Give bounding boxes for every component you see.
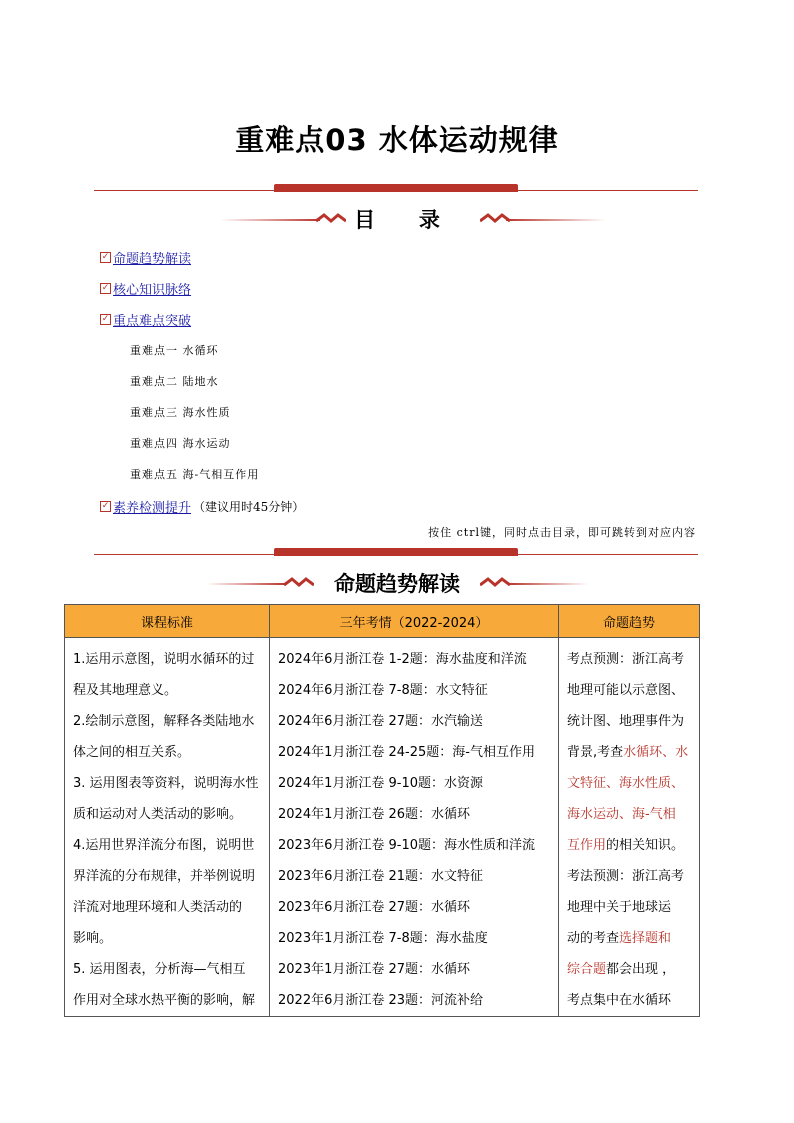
trend-heading: 命题趋势解读 — [334, 572, 460, 596]
trend-line: 地理中关于地球运 — [567, 900, 672, 915]
trend-line: 考点预测：浙江高考 — [567, 652, 685, 667]
toc-subitem[interactable]: 重难点三 海水性质 — [130, 406, 231, 419]
toc-link-label[interactable]: 核心知识脉络 — [113, 283, 192, 298]
keyword-highlight: 综合题 — [567, 962, 607, 977]
trend-text: 都会出现 ， — [606, 962, 676, 977]
exam-entry: 2023年1月浙江卷 27题：水循环 — [278, 962, 471, 977]
heading-rule-right — [508, 583, 588, 585]
toc-subitem[interactable]: 重难点四 海水运动 — [130, 437, 231, 450]
trend-text: 动的考查 — [567, 931, 620, 946]
standard-line: 作用对全球水热平衡的影响，解 — [73, 993, 256, 1008]
exam-entry: 2024年6月浙江卷 27题：水汽输送 — [278, 714, 484, 729]
standard-line: 影响。 — [73, 931, 113, 946]
trend-table — [64, 604, 700, 1017]
trend-line: 统计图、地理事件为 — [567, 714, 685, 729]
exam-entry: 2024年1月浙江卷 24-25题：海-气相互作用 — [278, 745, 535, 760]
exam-entry: 2023年6月浙江卷 21题：水文特征 — [278, 869, 484, 884]
exam-entry: 2023年1月浙江卷 7-8题：海水盐度 — [278, 931, 488, 946]
table-header-row — [65, 605, 700, 638]
toc-item-assessment[interactable] — [100, 497, 304, 516]
title-divider — [94, 184, 698, 194]
toc-item-breakthrough[interactable] — [100, 310, 191, 329]
trend-prediction-cell — [559, 638, 700, 1017]
exam-entry: 2024年1月浙江卷 9-10题：水资源 — [278, 776, 483, 791]
keyword-highlight: 水 — [675, 745, 689, 760]
trend-line — [567, 923, 693, 954]
keyword-highlight: 选择题和 — [619, 931, 672, 946]
exam-entry: 2022年6月浙江卷 23题：河流补给 — [278, 993, 484, 1008]
standard-line: 洋流对地理环境和人类活动的 — [73, 900, 243, 915]
checkbox-icon: ✓ — [101, 252, 110, 262]
keyword-highlight: 水循环 — [623, 745, 663, 760]
curriculum-standard-cell — [65, 638, 270, 1017]
toc-heading: 目 录 — [354, 208, 440, 232]
zigzag-ornament-right-icon — [480, 575, 510, 591]
standard-line: 2.绘制示意图，解释各类陆地水 — [73, 714, 255, 729]
trend-text: 、 — [671, 776, 685, 791]
section-divider — [94, 548, 698, 558]
column-header: 课程标准 — [65, 605, 270, 638]
exam-entry: 2024年1月浙江卷 26题：水循环 — [278, 807, 471, 822]
trend-line — [567, 768, 693, 799]
heading-rule-right — [506, 219, 606, 221]
keyword-highlight: 海水性质 — [619, 776, 672, 791]
ctrl-click-hint: 按住 ctrl键，同时点击目录，即可跳转到对应内容 — [428, 526, 696, 539]
checkbox-icon: ✓ — [101, 501, 110, 511]
standard-line: 质和运动对人类活动的影响。 — [73, 807, 243, 822]
keyword-highlight: 文特征 — [567, 776, 607, 791]
trend-line: 地理可能以示意图、 — [567, 683, 685, 698]
trend-line — [567, 830, 693, 861]
exam-entry: 2023年6月浙江卷 27题：水循环 — [278, 900, 471, 915]
standard-line: 3. 运用图表等资料，说明海水性 — [73, 776, 259, 791]
toc-heading-banner — [0, 205, 794, 235]
exam-entry: 2023年6月浙江卷 9-10题：海水性质和洋流 — [278, 838, 535, 853]
standard-line: 体之间的相互关系。 — [73, 745, 191, 760]
trend-line — [567, 737, 693, 768]
trend-line — [567, 799, 693, 830]
trend-line: 考点集中在水循环 — [567, 993, 672, 1008]
exam-entry: 2024年6月浙江卷 1-2题：海水盐度和洋流 — [278, 652, 527, 667]
toc-subitem[interactable]: 重难点二 陆地水 — [130, 375, 219, 388]
table-row — [65, 638, 700, 1017]
keyword-highlight: 海-气相 — [632, 807, 676, 822]
exam-history-cell — [270, 638, 559, 1017]
toc-link-label[interactable]: 素养检测提升 — [113, 501, 192, 516]
trend-text: 的相关知识。 — [606, 838, 685, 853]
toc-subitem[interactable]: 重难点五 海-气相互作用 — [130, 468, 260, 481]
checkbox-icon: ✓ — [101, 314, 110, 324]
trend-heading-banner — [0, 569, 794, 599]
trend-line — [567, 954, 693, 985]
keyword-highlight: 互作用 — [567, 838, 607, 853]
toc-link-label[interactable]: 命题趋势解读 — [113, 252, 192, 267]
toc-link-label[interactable]: 重点难点突破 — [113, 314, 192, 329]
standard-line: 程及其地理意义。 — [73, 683, 178, 698]
time-note: （建议用时45分钟） — [193, 500, 305, 514]
column-header: 命题趋势 — [559, 605, 700, 638]
standard-line: 1.运用示意图，说明水循环的过 — [73, 652, 255, 667]
trend-text: 背景,考查 — [567, 745, 624, 760]
toc-item-trend[interactable] — [100, 248, 191, 267]
toc-item-knowledge[interactable] — [100, 279, 191, 298]
checkbox-icon: ✓ — [101, 283, 110, 293]
standard-line: 5. 运用图表，分析海—气相互 — [73, 962, 246, 977]
trend-text: 、 — [606, 776, 620, 791]
standard-line: 4.运用世界洋流分布图，说明世 — [73, 838, 255, 853]
divider-bar — [274, 548, 518, 556]
trend-text: 、 — [619, 807, 633, 822]
page-title: 重难点03 水体运动规律 — [235, 123, 559, 157]
standard-line: 界洋流的分布规律，并举例说明 — [73, 869, 256, 884]
divider-bar — [274, 184, 518, 192]
trend-text: 、 — [662, 745, 676, 760]
column-header: 三年考情（2022-2024） — [270, 605, 559, 638]
toc-subitem[interactable]: 重难点一 水循环 — [130, 344, 219, 357]
trend-line: 考法预测：浙江高考 — [567, 869, 685, 884]
keyword-highlight: 海水运动 — [567, 807, 620, 822]
exam-entry: 2024年6月浙江卷 7-8题：水文特征 — [278, 683, 488, 698]
